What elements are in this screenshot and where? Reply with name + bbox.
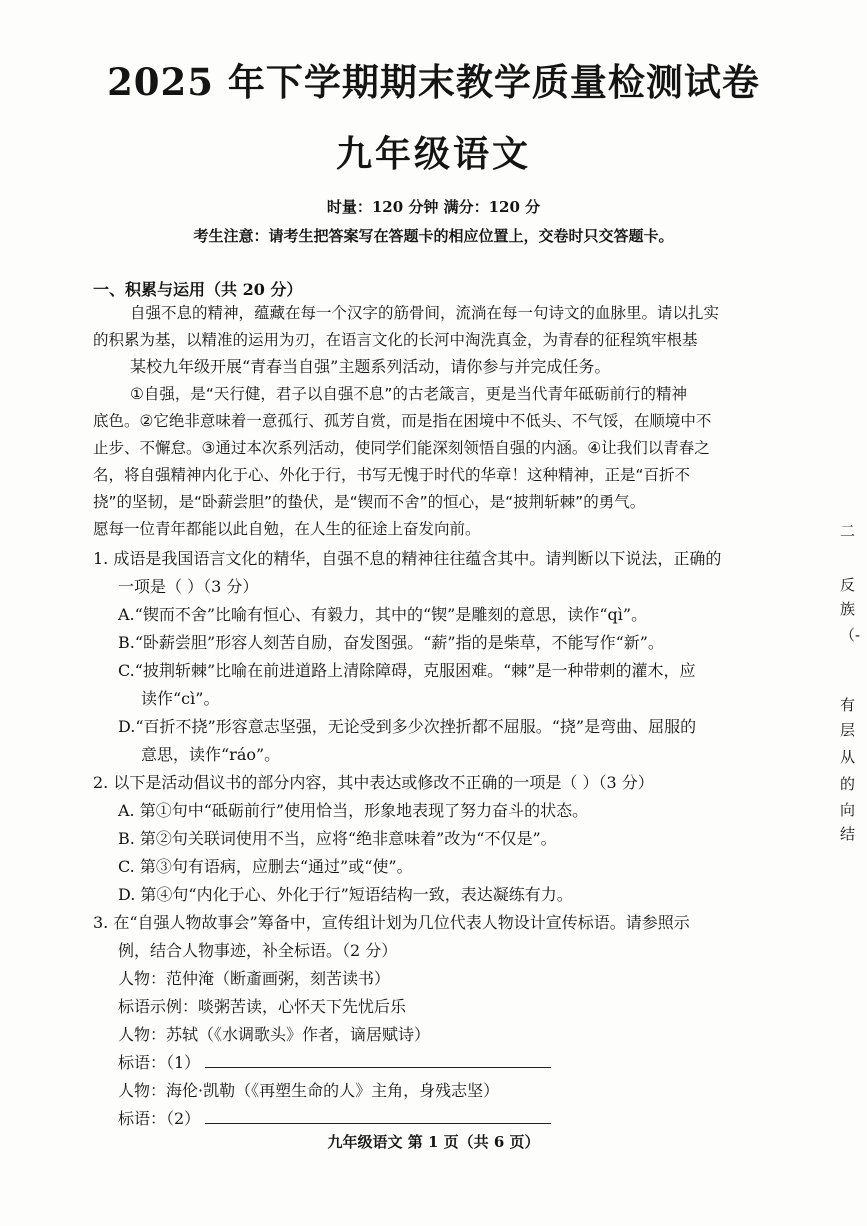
side-fragment: 从 <box>840 748 856 766</box>
question-1-option-d: D.“百折不挠”形容意志坚强，无论受到多少次挫折都不屈服。“挠”是弯曲、屈服的 <box>118 717 697 736</box>
exam-title: 2025 年下学期期末教学质量检测试卷 <box>107 60 760 104</box>
question-2-option-a: A. 第①句中“砥砺前行”使用恰当，形象地表现了努力奋斗的状态。 <box>118 801 589 820</box>
answer-label-2: 标语：（2） <box>118 1109 201 1128</box>
question-3-line: 人物：范仲淹（断齑画粥，刻苦读书） <box>118 969 391 988</box>
side-fragment: 有 <box>840 696 856 714</box>
side-fragment: 层 <box>840 721 856 739</box>
question-3-stem: 3. 在“自强人物故事会”筹备中，宣传组计划为几位代表人物设计宣传标语。请参照示 <box>93 913 690 932</box>
question-2-option-b: B. 第②句关联词使用不当，应将“绝非意味着”改为“不仅是”。 <box>118 829 557 848</box>
answer-line-2 <box>118 1109 551 1129</box>
side-fragment: 向 <box>840 801 856 819</box>
passage-line: 挠”的坚韧，是“卧薪尝胆”的蛰伏，是“锲而不舍”的恒心，是“披荆斩棘”的勇气。 <box>93 493 646 511</box>
side-fragment: （- <box>840 626 861 644</box>
exam-time-score: 时量：120 分钟 满分：120 分 <box>326 198 541 216</box>
question-1-option-c: C.“披荆斩棘”比喻在前进道路上清除障碍，克服困难。“棘”是一种带刺的灌木，应 <box>118 661 696 680</box>
intro-line: 某校九年级开展“青春当自强”主题系列活动，请你参与并完成任务。 <box>130 357 611 376</box>
question-2-option-d: D. 第④句“内化于心、外化于行”短语结构一致，表达凝练有力。 <box>118 885 573 904</box>
intro-line: 的积累为基，以精准的运用为刃，在语言文化的长河中淘洗真金，为青春的征程筑牢根基 <box>93 331 698 349</box>
passage-line: 愿每一位青年都能以此自勉，在人生的征途上奋发向前。 <box>93 520 481 538</box>
passage-line: 止步、不懈怠。③通过本次系列活动，使同学们能深刻领悟自强的内涵。④让我们以青春之 <box>93 439 710 457</box>
question-2-option-c: C. 第③句有语病，应删去“通过”或“使”。 <box>118 857 413 876</box>
answer-blank-1 <box>205 1053 551 1068</box>
question-3-line: 人物：苏轼（《水调歌头》作者，谪居赋诗） <box>118 1025 431 1044</box>
question-1-option-b: B.“卧薪尝胆”形容人刻苦自励，奋发图强。“薪”指的是柴草，不能写作“新”。 <box>118 633 664 652</box>
exam-subject: 九年级语文 <box>335 133 531 175</box>
intro-line: 自强不息的精神，蕴藏在每一个汉字的筋骨间，流淌在每一句诗文的血脉里。请以扎实 <box>130 304 720 322</box>
side-fragment: 结 <box>840 825 856 843</box>
passage-line: 底色。②它绝非意味着一意孤行、孤芳自赏，而是指在困境中不低头、不气馁，在顺境中不 <box>93 412 712 430</box>
question-1-option-d: 意思，读作“ráo”。 <box>141 745 281 764</box>
question-1-option-c: 读作“cì”。 <box>141 689 220 708</box>
passage-line: 名，将自强精神内化于心、外化于行，书写无愧于时代的华章！这种精神，正是“百折不 <box>93 466 691 484</box>
question-1-option-a: A.“锲而不舍”比喻有恒心、有毅力，其中的“锲”是雕刻的意思，读作“qì”。 <box>118 605 648 624</box>
answer-label-1: 标语：（1） <box>118 1053 201 1072</box>
question-3-stem: 例，结合人物事迹，补全标语。（2 分） <box>118 941 398 960</box>
side-fragment: 反 <box>840 576 856 594</box>
answer-blank-2 <box>205 1109 551 1124</box>
question-3-line: 人物：海伦·凯勒（《再塑生命的人》主角，身残志坚） <box>118 1081 500 1100</box>
side-fragment: 二 <box>840 522 856 540</box>
question-3-line: 标语示例：啖粥苦读，心怀天下先忧后乐 <box>118 997 407 1016</box>
page-footer: 九年级语文 第 1 页（共 6 页） <box>327 1133 540 1151</box>
exam-notice: 考生注意：请考生把答案写在答题卡的相应位置上，交卷时只交答题卡。 <box>193 227 674 245</box>
question-2-stem: 2. 以下是活动倡议书的部分内容，其中表达或修改不正确的一项是（ ）（3 分） <box>93 773 654 792</box>
question-1-stem: 一项是（ ）（3 分） <box>118 577 259 596</box>
side-fragment: 的 <box>840 775 856 793</box>
section-heading: 一、积累与运用（共 20 分） <box>93 280 303 299</box>
question-1-stem: 1. 成语是我国语言文化的精华，自强不息的精神往往蕴含其中。请判断以下说法，正确的 <box>93 549 722 568</box>
passage-line: ①自强，是“天行健，君子以自强不息”的古老箴言，更是当代青年砥砺前行的精神 <box>130 385 687 403</box>
side-fragment: 族 <box>840 600 856 618</box>
answer-line-1 <box>118 1053 551 1073</box>
